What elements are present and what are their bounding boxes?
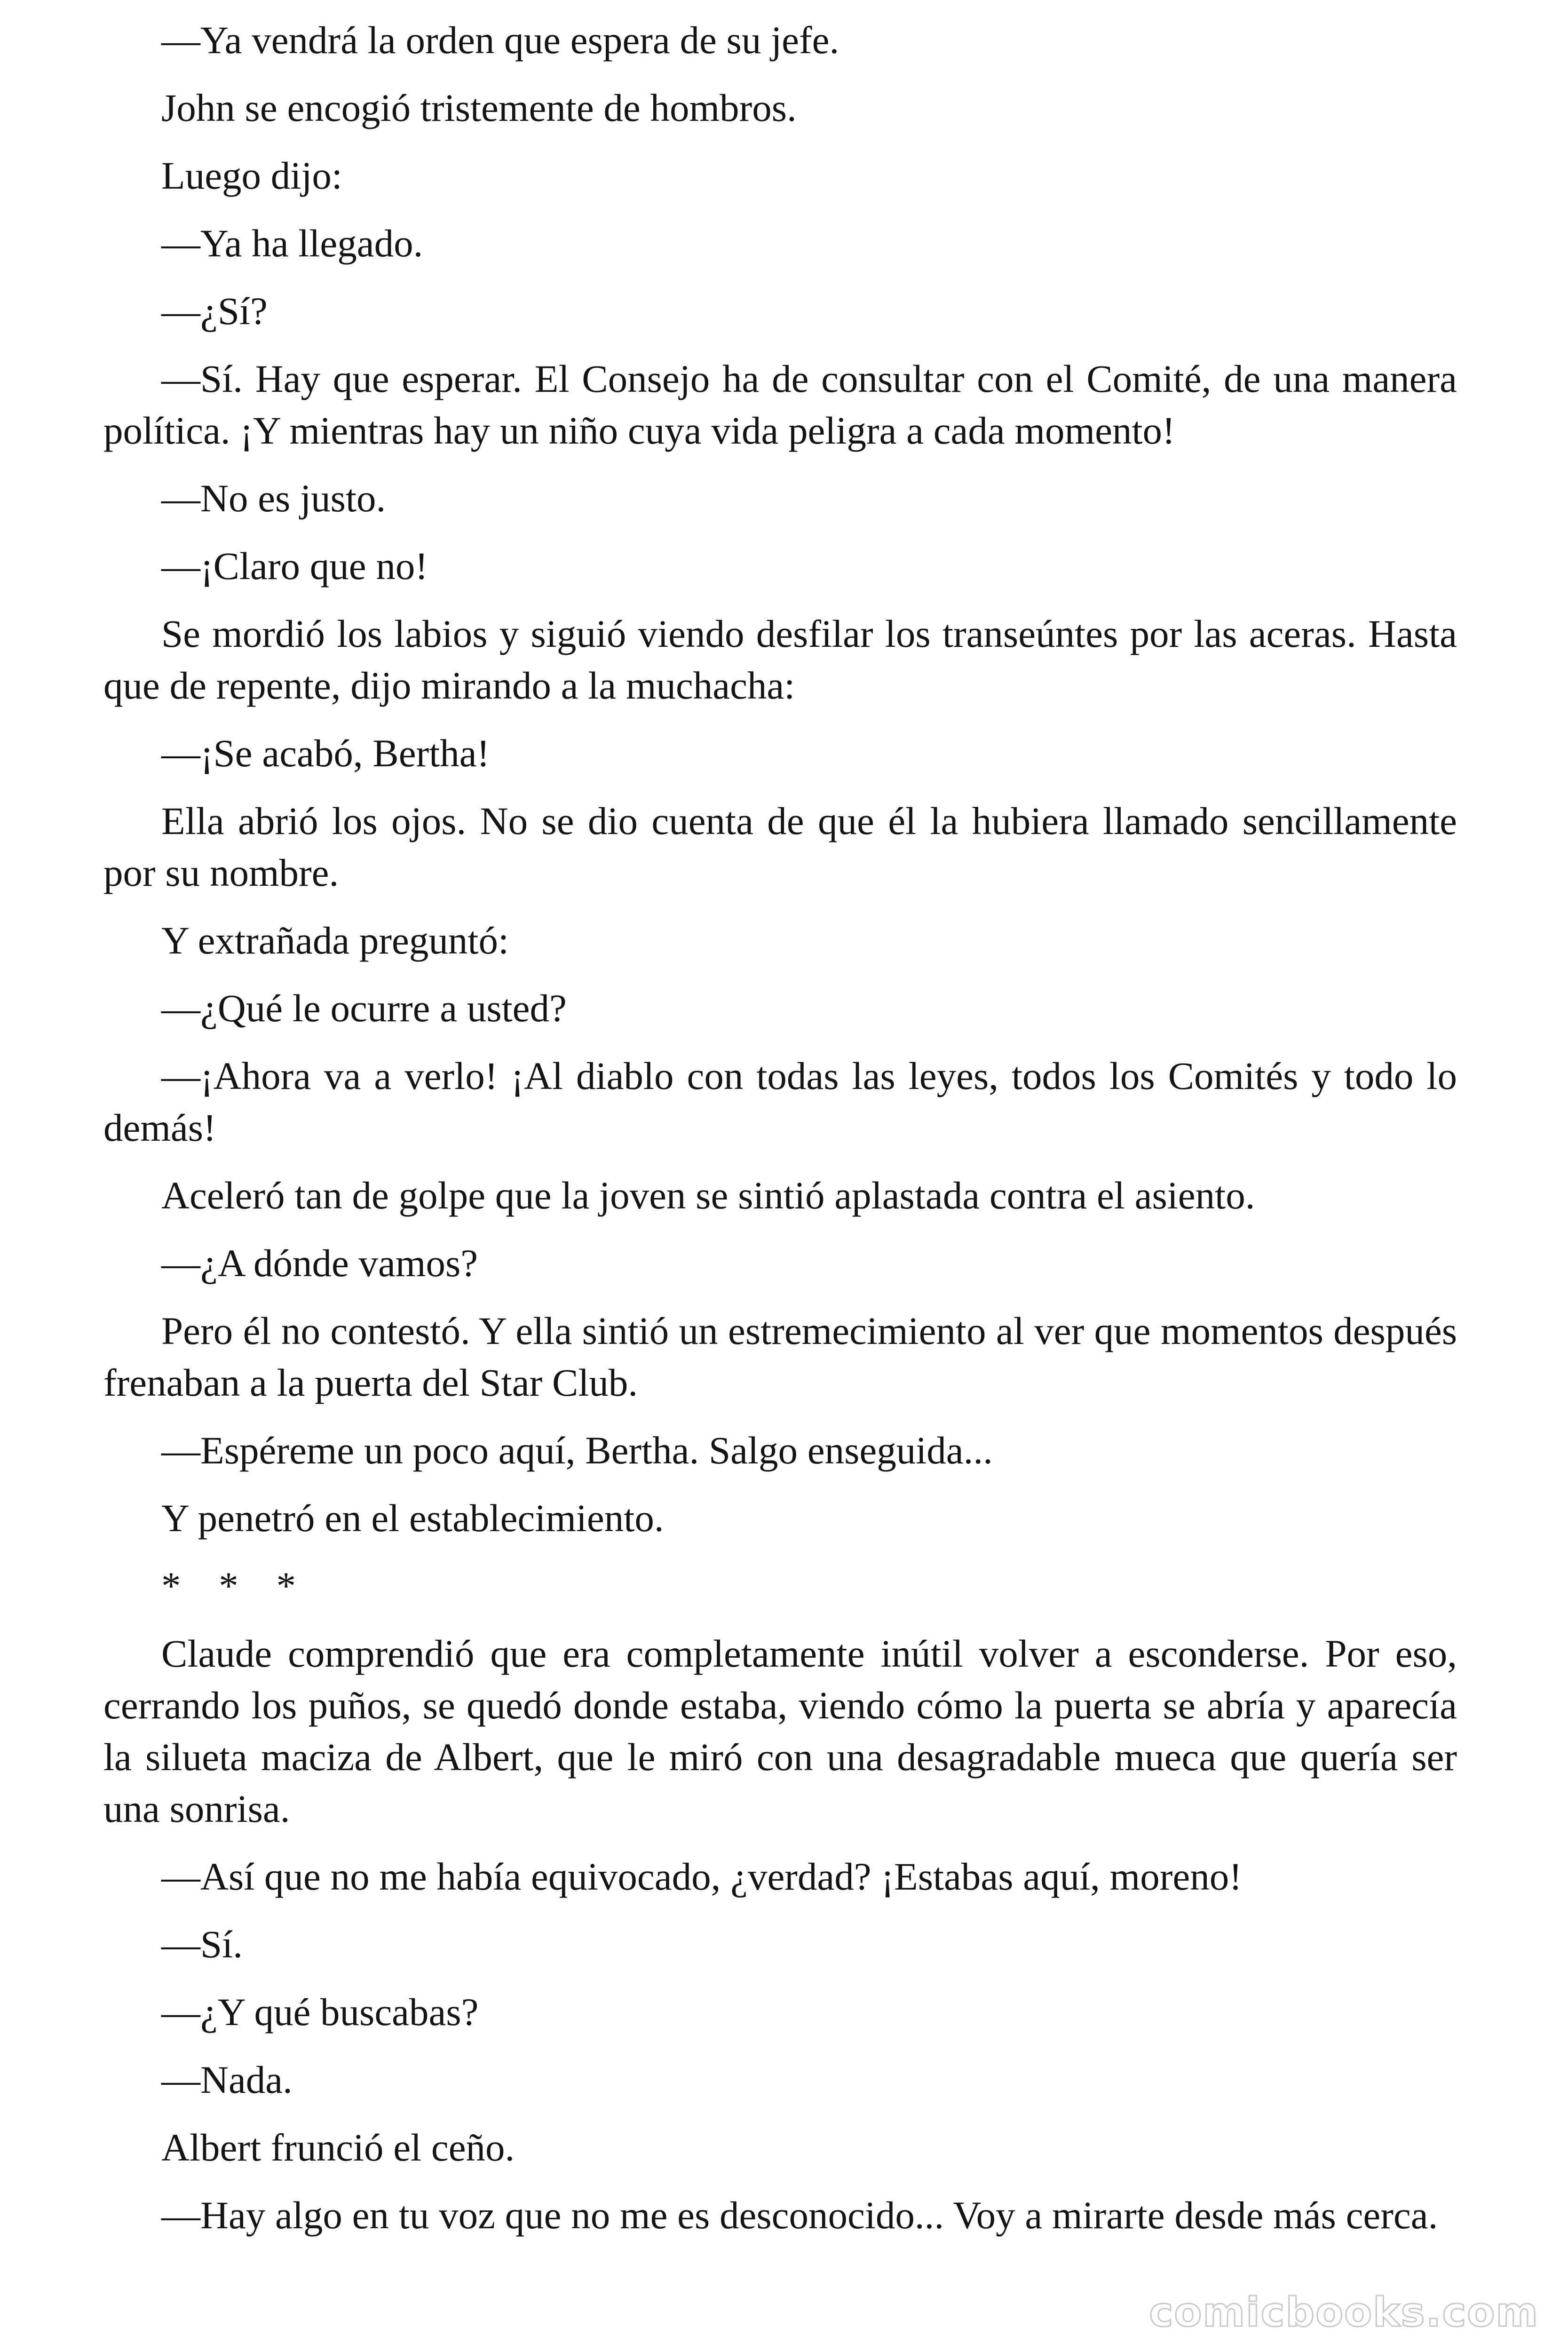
paragraph: —Sí. Hay que esperar. El Consejo ha de consultar con el Comité, de una manera política. ¡Y mientras hay un niño cuya vida peligra a cada momento!: [103, 357, 1457, 452]
paragraph: —Sí.: [161, 1923, 243, 1966]
paragraph: —No es justo.: [161, 477, 386, 520]
scene-separator: * * *: [161, 1564, 296, 1607]
paragraph: —¡Claro que no!: [161, 544, 428, 588]
page-text: [103, 14, 1457, 2257]
paragraph: Y extrañada preguntó:: [161, 919, 509, 962]
watermark: comicbooks.com: [1149, 2289, 1539, 2336]
paragraph: —Hay algo en tu voz que no me es desconocido... Voy a mirarte desde más cerca.: [161, 2193, 1438, 2237]
paragraph: —Nada.: [161, 2058, 293, 2101]
paragraph: Albert frunció el ceño.: [161, 2126, 515, 2169]
paragraph: Se mordió los labios y siguió viendo desfilar los transeúntes por las aceras. Hasta que de repente, dijo mirando a la muchacha:: [103, 612, 1457, 707]
paragraph: —Ya ha llegado.: [161, 222, 423, 265]
paragraph: —¿Sí?: [161, 289, 268, 333]
paragraph: —Ya vendrá la orden que espera de su jefe.: [161, 18, 839, 62]
paragraph: —¿Y qué buscabas?: [161, 1990, 479, 2034]
paragraph: Aceleró tan de golpe que la joven se sintió aplastada contra el asiento.: [161, 1174, 1255, 1217]
paragraph: —¡Ahora va a verlo! ¡Al diablo con todas las leyes, todos los Comités y todo lo demás!: [103, 1054, 1457, 1149]
paragraph: —¡Se acabó, Bertha!: [161, 731, 490, 775]
paragraph: —Espéreme un poco aquí, Bertha. Salgo enseguida...: [161, 1429, 993, 1472]
paragraph: —¿A dónde vamos?: [161, 1241, 478, 1285]
paragraph: Pero él no contestó. Y ella sintió un estremecimiento al ver que momentos después frenaban a la puerta del Star Club.: [103, 1309, 1457, 1404]
paragraph: —¿Qué le ocurre a usted?: [161, 986, 567, 1030]
paragraph: —Así que no me había equivocado, ¿verdad? ¡Estabas aquí, moreno!: [161, 1855, 1242, 1898]
paragraph: Ella abrió los ojos. No se dio cuenta de que él la hubiera llamado sencillamente por su nombre.: [103, 799, 1457, 894]
paragraph: Y penetró en el establecimiento.: [161, 1496, 664, 1540]
paragraph: Claude comprendió que era completamente inútil volver a esconderse. Por eso, cerrando los puños, se quedó donde estaba, viendo cómo la puerta se abría y aparecía la silueta maciza de Albert, que le miró con una desagradable mueca que quería ser una sonrisa.: [103, 1632, 1457, 1830]
paragraph: John se encogió tristemente de hombros.: [161, 86, 797, 129]
paragraph: Luego dijo:: [161, 154, 342, 197]
